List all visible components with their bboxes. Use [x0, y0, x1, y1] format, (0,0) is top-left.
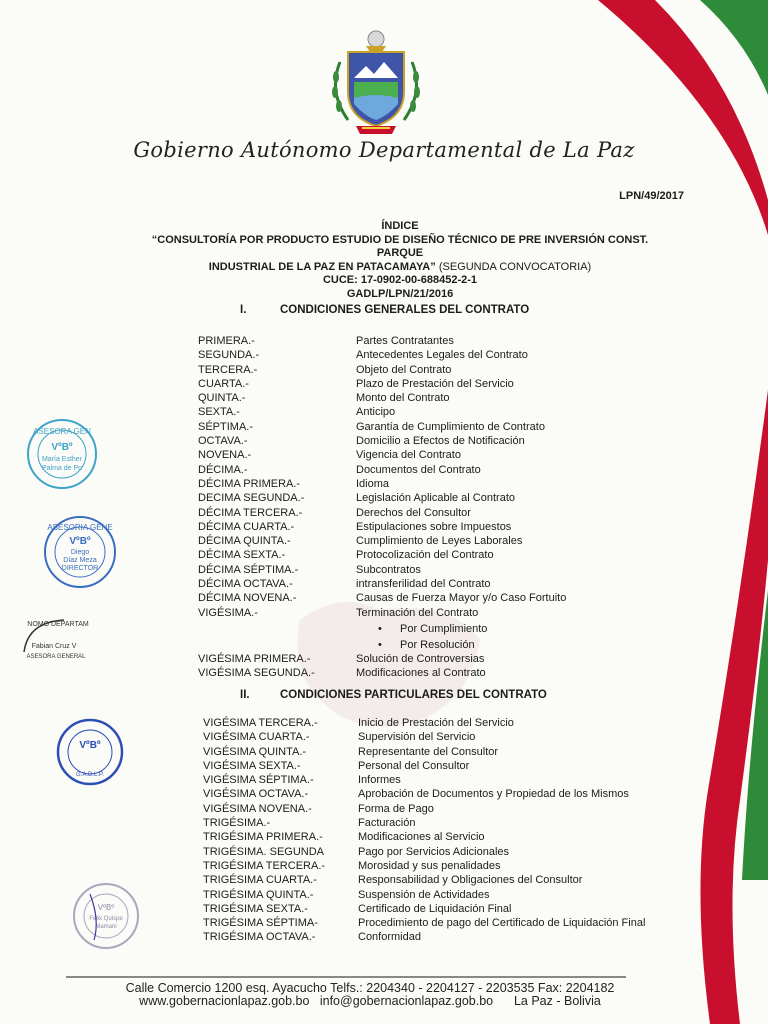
section-2-heading [240, 689, 660, 701]
stamp-3-line-3: ASESORA GENERAL [26, 654, 86, 660]
stamp-1-line-1: ASESORA GEN [33, 427, 91, 436]
clause-title: Solución de Controversias [356, 653, 485, 665]
bullet-icon: • [378, 639, 382, 651]
index-entry [203, 816, 653, 830]
clause-number: DÉCIMA QUINTA.- [198, 535, 291, 548]
clause-title: Idioma [356, 477, 390, 490]
clause-number: SEXTA.- [198, 406, 240, 419]
clause-title: Suspensión de Actividades [358, 888, 490, 901]
index-entry [198, 448, 638, 462]
section-1-title: CONDICIONES GENERALES DEL CONTRATO [280, 304, 530, 316]
clause-title: Conformidad [358, 931, 421, 944]
index-entry [198, 563, 638, 577]
clause-title: Morosidad y sus penalidades [358, 859, 501, 872]
clause-number: VIGÉSIMA.- [198, 606, 258, 619]
clause-number: TRIGÉSIMA.- [203, 817, 271, 830]
clause-title: Vigencia del Contrato [356, 449, 461, 462]
footer-location: La Paz - Bolivia [513, 994, 601, 1008]
clause-title: Representante del Consultor [358, 745, 499, 758]
stamp-2-line-3: Diego [70, 549, 90, 556]
clause-number: VIGÉSIMA PRIMERA.- [198, 653, 311, 665]
index-entry [198, 591, 638, 605]
clause-title: Certificado de Liquidación Final [358, 902, 512, 915]
clause-number: QUINTA.- [198, 392, 246, 405]
bullet-text: Por Cumplimiento [400, 623, 488, 635]
clause-title: Informes [358, 774, 401, 787]
stamp-2-line-2: VºBº [69, 536, 91, 547]
index-entry [198, 420, 638, 434]
clause-title: Responsabilidad y Obligaciones del Consultor [358, 874, 583, 887]
index-entry [198, 391, 638, 405]
clause-number: TRIGÉSIMA SÉPTIMA- [203, 917, 318, 930]
termination-bullet [378, 621, 487, 637]
clause-title: Protocolización del Contrato [356, 549, 494, 562]
clause-title: Derechos del Consultor [356, 506, 471, 519]
index-entry [198, 548, 638, 562]
clause-title: Legislación Aplicable al Contrato [356, 492, 515, 505]
index-entry [203, 888, 653, 902]
index-entry [198, 434, 638, 448]
clause-title: Pago por Servicios Adicionales [358, 845, 510, 858]
approval-stamp-2 [40, 512, 120, 592]
stamp-4-line-1: VºBº [79, 740, 101, 751]
bullet-icon: • [378, 623, 382, 635]
index-entry [198, 666, 638, 680]
index-entry [198, 363, 638, 377]
document-header [130, 220, 670, 301]
clause-title: Supervisión del Servicio [358, 731, 476, 744]
stamp-2-line-5: DIRECTOR [61, 565, 99, 572]
footer-divider [66, 976, 626, 978]
index-entry [203, 802, 653, 816]
clause-number: VIGÉSIMA TERCERA.- [203, 717, 318, 729]
clause-title: Forma de Pago [358, 802, 434, 815]
clause-title: Causas de Fuerza Mayor y/o Caso Fortuito [356, 592, 567, 605]
clause-number: TRIGÉSIMA SEXTA.- [203, 902, 308, 915]
clause-number: DÉCIMA.- [198, 463, 248, 476]
clause-number: VIGÉSIMA SEXTA.- [203, 759, 301, 772]
clause-number: TRIGÉSIMA CUARTA.- [203, 874, 317, 887]
approval-stamp-3 [14, 612, 98, 690]
stamp-1-line-2: VºBº [51, 442, 73, 453]
clause-number: TRIGÉSIMA. SEGUNDA [203, 845, 325, 858]
stamp-1-line-3: María Esther [41, 456, 83, 463]
index-entry [203, 787, 653, 801]
index-entry [203, 930, 653, 944]
clause-title: Garantía de Cumplimiento de Contrato [356, 420, 545, 433]
index-entry [198, 463, 638, 477]
index-entry [203, 873, 653, 887]
title-line-1: “CONSULTORÍA POR PRODUCTO ESTUDIO DE DISEÑO TÉCNICO DE PRE INVERSIÓN CONST. PARQUE [151, 233, 649, 259]
index-entry [198, 405, 638, 419]
clause-number: TRIGÉSIMA TERCERA.- [203, 859, 326, 872]
clause-number: NOVENA.- [198, 449, 252, 462]
clause-title: Subcontratos [356, 563, 421, 576]
clause-title: Personal del Consultor [358, 759, 470, 772]
footer-website: www.gobernacionlapaz.gob.bo [139, 994, 310, 1008]
section-1-number: I. [240, 304, 247, 316]
section-2-number: II. [240, 689, 250, 701]
stamp-2-line-1: ASESORIA GENE [47, 523, 113, 532]
clause-number: PRIMERA.- [198, 335, 255, 347]
clause-number: TRIGÉSIMA QUINTA.- [203, 888, 314, 901]
cuce-code: CUCE: 17-0902-00-688452-2-1 [322, 274, 478, 286]
government-name: Gobierno Autónomo Departamental de La Paz [133, 138, 635, 162]
clause-title: Modificaciones al Servicio [358, 831, 485, 844]
stamp-3-line-2: Fabian Cruz V [31, 643, 77, 650]
index-entry [203, 716, 653, 730]
section-1-list-continued [198, 652, 638, 681]
clause-title: Inicio de Prestación del Servicio [358, 717, 514, 729]
approval-stamp-1 [22, 414, 102, 494]
clause-number: TRIGÉSIMA OCTAVA.- [203, 931, 316, 944]
clause-title: intransferilidad del Contrato [356, 578, 491, 591]
index-entry [198, 652, 638, 666]
index-entry [198, 334, 638, 348]
stamp-4-line-2: G.A.D.L.P. [76, 772, 104, 778]
clause-number: VIGÉSIMA SÉPTIMA.- [203, 774, 314, 787]
index-entry [203, 773, 653, 787]
approval-stamp-4 [54, 716, 126, 788]
stamp-5-line-2: Felix Quispe [89, 916, 123, 922]
clause-number: DÉCIMA NOVENA.- [198, 592, 297, 605]
clause-title: Plazo de Prestación del Servicio [356, 377, 514, 390]
index-entry [198, 520, 638, 534]
title-suffix: (SEGUNDA CONVOCATORIA) [438, 260, 592, 273]
clause-number: DECIMA SEGUNDA.- [198, 492, 305, 505]
clause-title: Cumplimiento de Leyes Laborales [356, 535, 523, 548]
clause-title: Facturación [358, 817, 416, 830]
clause-title: Antecedentes Legales del Contrato [356, 349, 528, 362]
clause-title: Terminación del Contrato [356, 606, 479, 619]
index-entry [203, 745, 653, 759]
index-entry [198, 534, 638, 548]
index-heading: ÍNDICE [381, 220, 419, 232]
clause-number: DÉCIMA SÉPTIMA.- [198, 563, 299, 576]
section-1-list [198, 334, 638, 620]
stamp-3-line-1: NOMO DEPARTAM [27, 621, 89, 628]
clause-number: DÉCIMA CUARTA.- [198, 520, 295, 533]
index-entry [203, 845, 653, 859]
index-entry [203, 730, 653, 744]
clause-title: Partes Contratantes [356, 335, 454, 347]
clause-number: OCTAVA.- [198, 435, 248, 448]
clause-title: Modificaciones al Contrato [356, 667, 486, 680]
index-entry [203, 759, 653, 773]
clause-title: Anticipo [356, 406, 396, 419]
clause-number: TERCERA.- [198, 363, 258, 376]
clause-title: Monto del Contrato [356, 392, 450, 405]
reference-number: LPN/49/2017 [619, 190, 684, 202]
section-2-list [203, 716, 653, 945]
clause-number: DÉCIMA TERCERA.- [198, 506, 303, 519]
approval-stamp-5 [70, 880, 142, 952]
index-entry [198, 491, 638, 505]
section-1-heading [240, 304, 660, 316]
clause-title: Domicilio a Efectos de Notificación [356, 435, 525, 448]
clause-number: VIGÉSIMA NOVENA.- [203, 802, 312, 815]
index-entry [198, 377, 638, 391]
index-entry [198, 348, 638, 362]
clause-number: TRIGÉSIMA PRIMERA.- [203, 831, 323, 844]
clause-title: Objeto del Contrato [356, 363, 452, 376]
coat-of-arms-icon [326, 22, 426, 140]
section-2-title: CONDICIONES PARTICULARES DEL CONTRATO [280, 689, 547, 701]
clause-title: Aprobación de Documentos y Propiedad de los Mismos [358, 788, 629, 801]
clause-title: Procedimiento de pago del Certificado de Liquidación Final [358, 917, 646, 930]
stamp-1-line-4: Palma de Po [41, 465, 83, 472]
clause-number: CUARTA.- [198, 377, 249, 390]
stamp-5-line-3: Mamani [95, 924, 117, 930]
clause-number: DÉCIMA SEXTA.- [198, 549, 286, 562]
clause-number: VIGÉSIMA CUARTA.- [203, 731, 310, 744]
index-entry [203, 830, 653, 844]
termination-bullet [378, 637, 487, 653]
document-code: GADLP/LPN/21/2016 [346, 287, 454, 300]
index-entry [198, 506, 638, 520]
index-entry [198, 606, 638, 620]
clause-number: SÉPTIMA.- [198, 420, 254, 433]
footer-email: info@gobernacionlapaz.gob.bo [319, 994, 494, 1008]
footer-contact [60, 994, 680, 1008]
index-entry [203, 902, 653, 916]
termination-bullets [378, 621, 487, 653]
clause-number: VIGÉSIMA SEGUNDA.- [198, 667, 315, 680]
index-entry [198, 577, 638, 591]
clause-number: DÉCIMA PRIMERA.- [198, 477, 301, 490]
clause-title: Estipulaciones sobre Impuestos [356, 520, 512, 533]
stamp-5-line-1: VºBº [97, 903, 115, 912]
clause-number: VIGÉSIMA QUINTA.- [203, 745, 307, 758]
index-entry [203, 916, 653, 930]
index-entry [198, 477, 638, 491]
clause-number: VIGÉSIMA OCTAVA.- [203, 788, 309, 801]
stamp-2-line-4: Díaz Meza [63, 557, 97, 564]
clause-title: Documentos del Contrato [356, 463, 481, 476]
clause-number: SEGUNDA.- [198, 349, 260, 362]
bullet-text: Por Resolución [400, 639, 475, 651]
footer-address: Calle Comercio 1200 esq. Ayacucho Telfs.: 2204340 - 2204127 - 2203535 Fax: 2204182 [125, 981, 615, 995]
clause-number: DÉCIMA OCTAVA.- [198, 578, 293, 591]
title-line-2: INDUSTRIAL DE LA PAZ EN PATACAMAYA” (SEGUNDA CONVOCATORIA) [208, 260, 592, 273]
index-entry [203, 859, 653, 873]
